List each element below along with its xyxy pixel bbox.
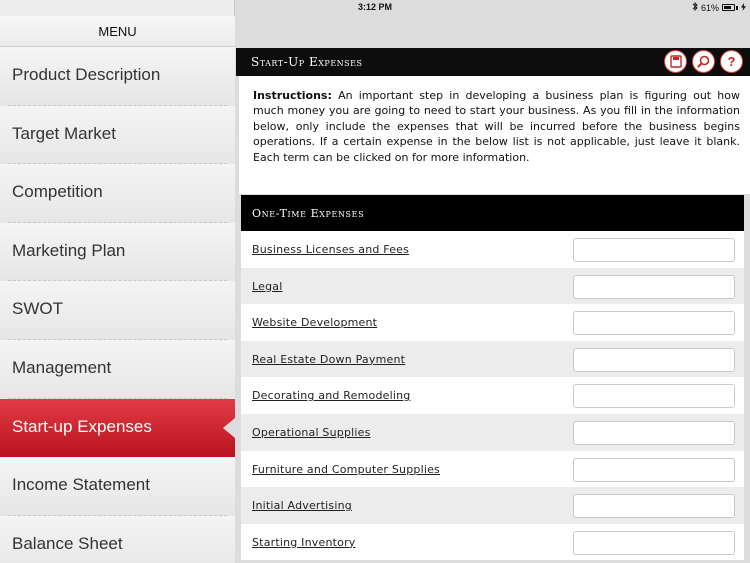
expense-row: [241, 304, 744, 341]
sidebar-item-target-market[interactable]: [0, 106, 235, 165]
expense-row: [241, 487, 744, 524]
sidebar-item-label: Balance Sheet: [12, 533, 123, 553]
sidebar-item-start-up-expenses[interactable]: [0, 399, 235, 458]
expense-amount-input[interactable]: [573, 458, 735, 482]
save-icon[interactable]: [664, 50, 687, 73]
battery-icon: [722, 4, 735, 11]
expense-term-link[interactable]: Website Development: [252, 316, 378, 330]
sidebar-item-label: Target Market: [12, 123, 116, 143]
expense-amount-input[interactable]: [573, 421, 735, 445]
expense-term-link[interactable]: Furniture and Computer Supplies: [252, 462, 440, 476]
section-header: [241, 195, 744, 231]
sidebar-item-competition[interactable]: [0, 164, 235, 223]
active-indicator: [223, 418, 235, 438]
sidebar-item-balance-sheet[interactable]: [0, 516, 235, 563]
search-icon[interactable]: [692, 50, 715, 73]
sidebar-item-label: SWOT: [12, 299, 63, 319]
expense-term-link[interactable]: Operational Supplies: [252, 425, 371, 439]
bluetooth-icon: [692, 2, 698, 13]
sidebar-item-product-description[interactable]: [0, 47, 235, 106]
expense-amount-input[interactable]: [573, 238, 735, 262]
expense-amount-input[interactable]: [573, 348, 735, 372]
instructions-label: Instructions:: [253, 89, 332, 102]
charging-icon: [741, 3, 746, 13]
sidebar: [0, 0, 235, 563]
expense-term-link[interactable]: Business Licenses and Fees: [252, 243, 410, 256]
battery-percent: 61%: [700, 2, 719, 13]
sidebar-item-label: Start-up Expenses: [12, 416, 152, 436]
expense-amount-input[interactable]: [573, 531, 735, 555]
sidebar-item-label: Competition: [12, 182, 103, 202]
expense-term-link[interactable]: Real Estate Down Payment: [252, 352, 406, 366]
menu-list: [0, 47, 235, 563]
instructions-text: An important step in developing a business plan is figuring out how much money you are going to need to start your business. As you fill in the information below, only include the expenses that will be incurred before the business begins operations. If a certain expense in the below list is not applicable, just leave it blank. Each term can be clicked on for more information.: [253, 89, 740, 164]
instructions: [239, 76, 750, 194]
expense-amount-input[interactable]: [573, 384, 735, 408]
expense-amount-input[interactable]: [573, 494, 735, 518]
expense-term-link[interactable]: Decorating and Remodeling: [252, 389, 411, 403]
sidebar-item-marketing-plan[interactable]: [0, 223, 235, 282]
expense-row: [241, 524, 744, 561]
sidebar-item-label: Product Description: [12, 65, 161, 84]
help-icon[interactable]: ?: [720, 50, 743, 73]
sidebar-item-swot[interactable]: [0, 281, 235, 340]
status-time: 3:12 PM: [357, 2, 392, 12]
sidebar-item-income-statement[interactable]: [0, 457, 235, 516]
menu-title: MENU: [0, 16, 235, 47]
main-panel: [236, 16, 750, 563]
expense-amount-input[interactable]: [573, 311, 735, 335]
expense-row: [241, 451, 744, 488]
section-title: One-Time Expenses: [252, 207, 365, 220]
expense-term-link[interactable]: Starting Inventory: [252, 535, 356, 549]
expense-row: [241, 231, 744, 268]
expense-amount-input[interactable]: [573, 275, 735, 299]
expense-row: [241, 377, 744, 414]
expense-row: [241, 414, 744, 451]
page-header: [236, 48, 750, 76]
page-title: Start-Up Expenses: [251, 55, 363, 69]
expense-row: [241, 341, 744, 378]
battery-fill: [724, 6, 731, 9]
expense-rows: [241, 231, 744, 560]
sidebar-item-label: Management: [12, 357, 112, 377]
sidebar-item-label: Marketing Plan: [12, 240, 126, 260]
sidebar-item-management[interactable]: [0, 340, 235, 399]
expense-term-link[interactable]: Legal: [252, 279, 283, 293]
expense-row: [241, 268, 744, 305]
expense-term-link[interactable]: Initial Advertising: [252, 499, 352, 513]
sidebar-item-label: Income Statement: [12, 475, 150, 495]
